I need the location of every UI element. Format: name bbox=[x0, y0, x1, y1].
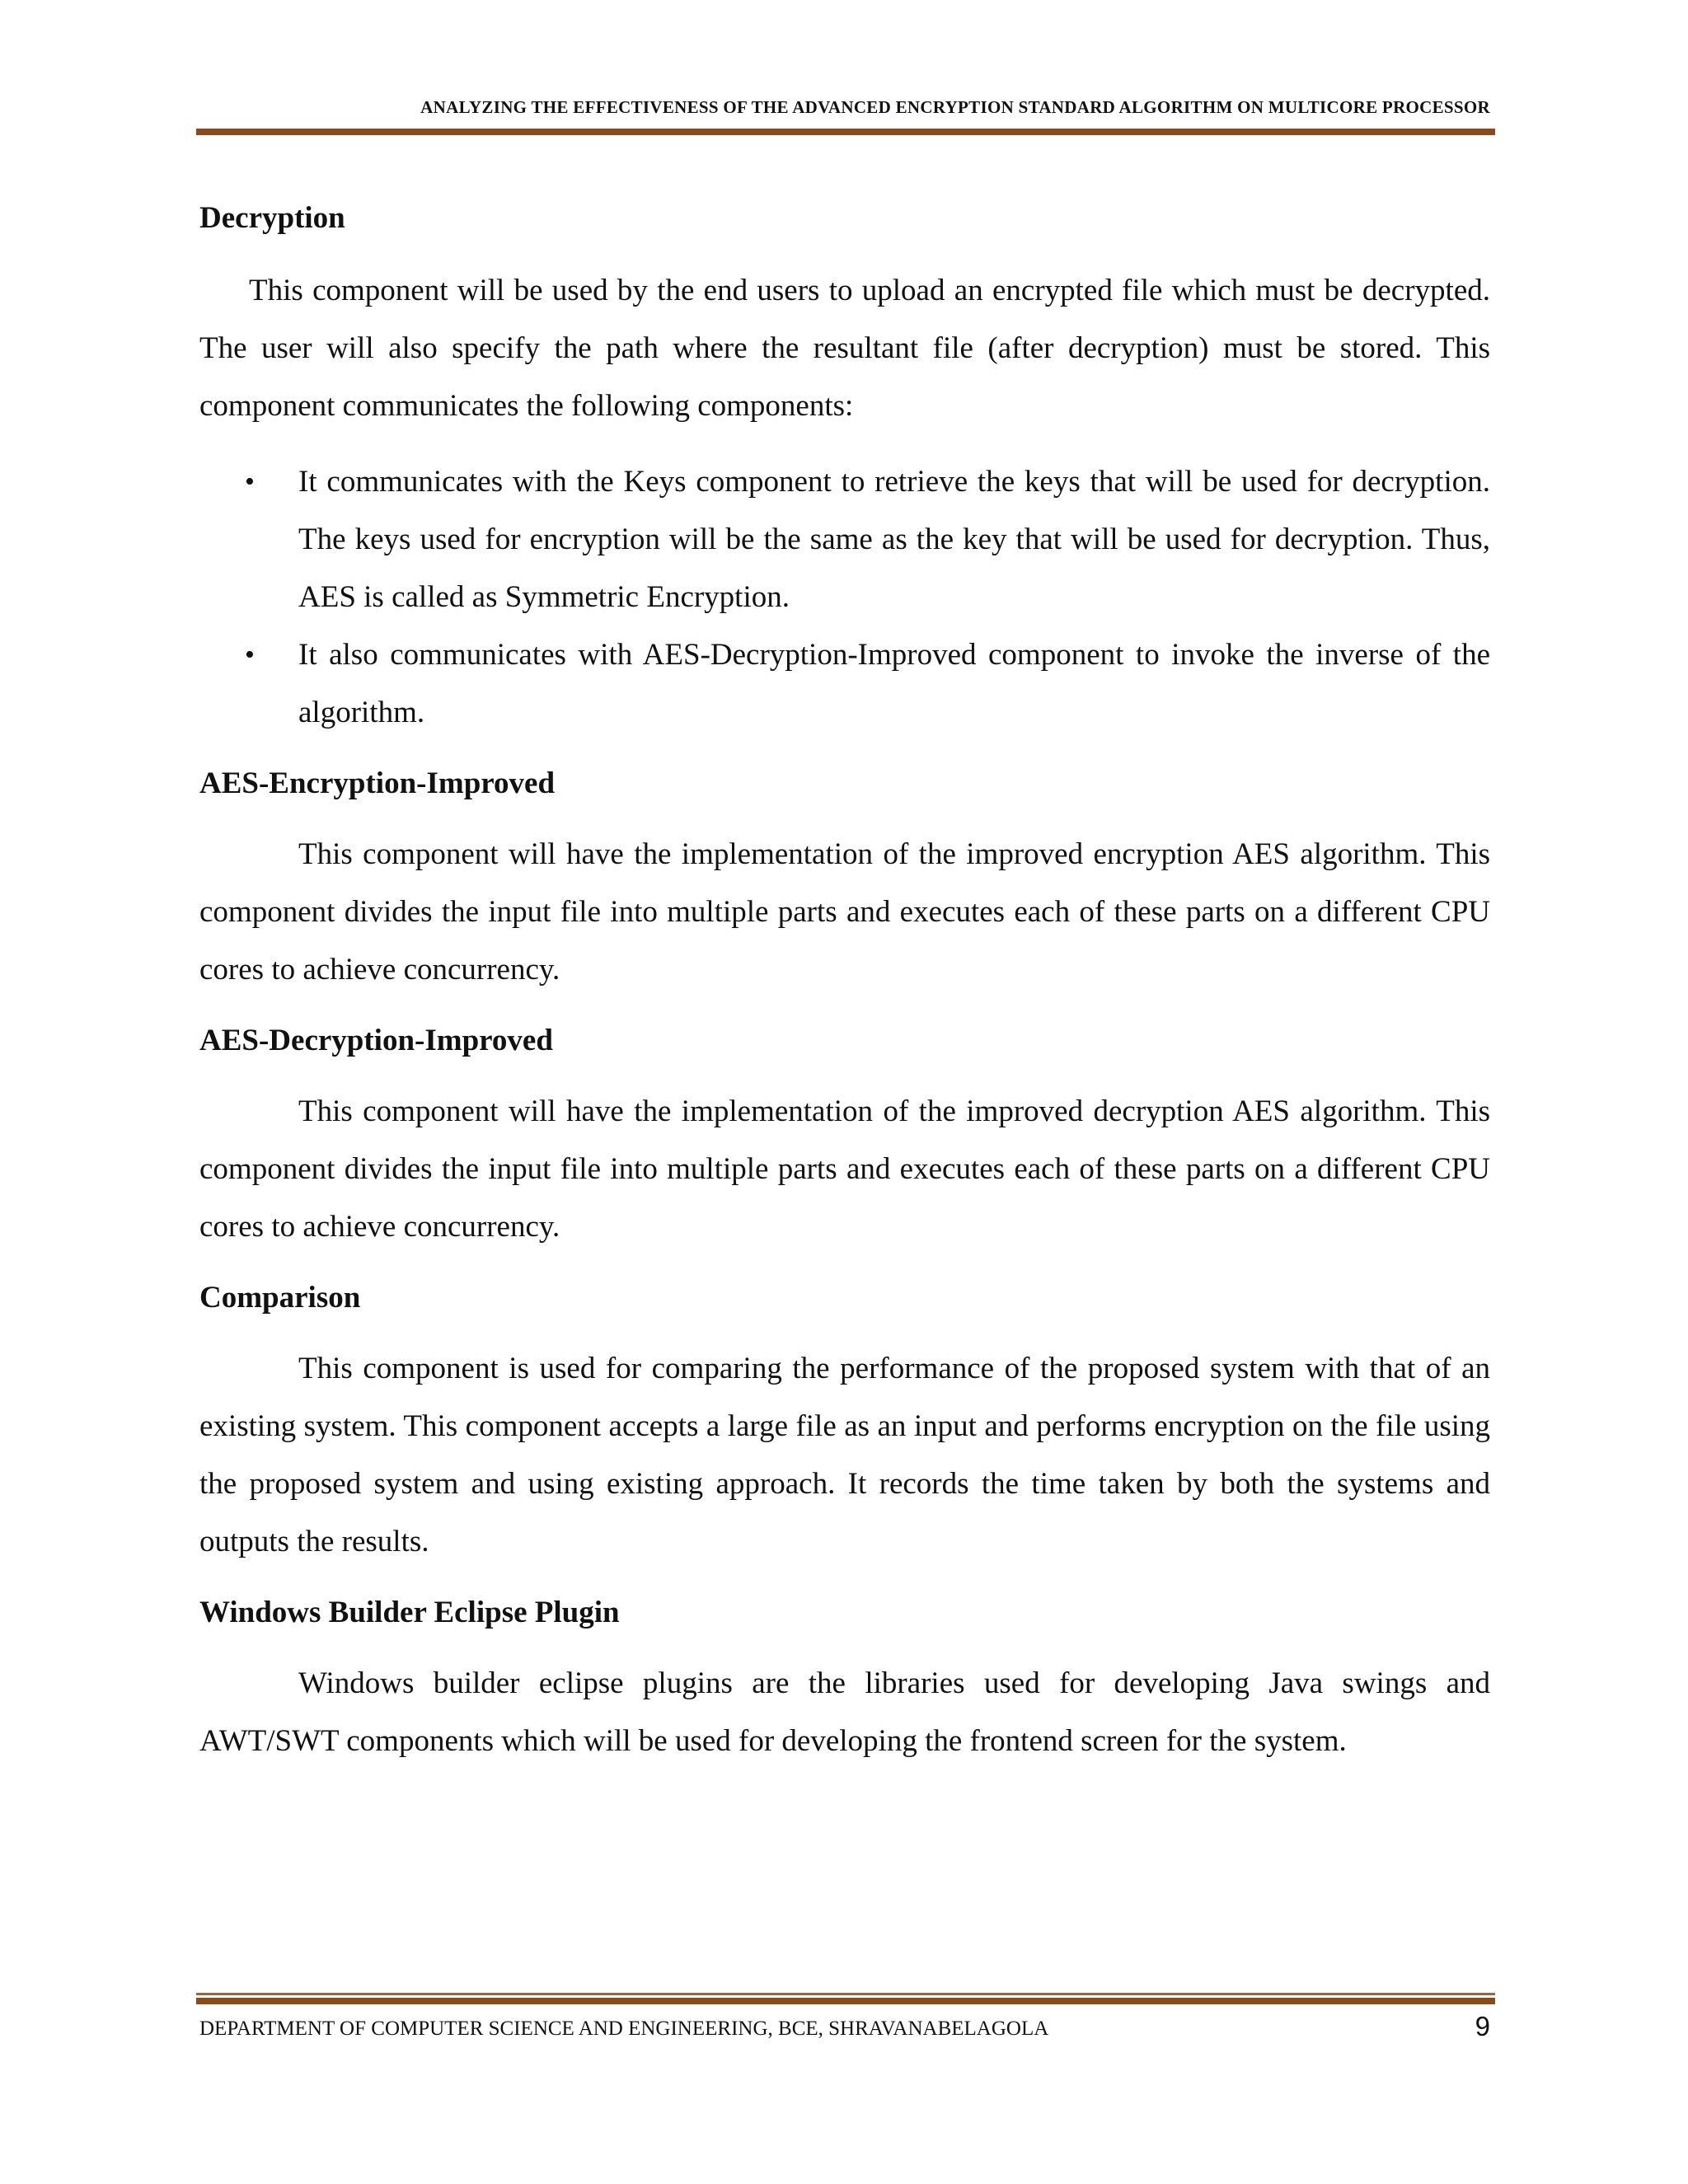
running-header: ANALYZING THE EFFECTIVENESS OF THE ADVANCED ENCRYPTION STANDARD ALGORITHM ON MULTICORE PROCESSOR bbox=[420, 97, 1490, 117]
comparison-paragraph: This component is used for comparing the performance of the proposed system with that of an existing system. This component accepts a large file as an input and performs encryption on the file using the proposed system and using existing approach. It records the time taken by both the systems and outputs the results. bbox=[199, 1352, 1490, 1558]
section-heading-aes-decryption: AES-Decryption-Improved bbox=[199, 1024, 553, 1057]
footer-rule-top bbox=[196, 1993, 1495, 1995]
page-number: 9 bbox=[1475, 2011, 1490, 2041]
decryption-bullet-list bbox=[199, 453, 1490, 742]
aes-encryption-paragraph: This component will have the implementation of the improved encryption AES algorithm. This component divides the input file into multiple parts and executes each of these parts on a different CPU cores to achieve concurrency. bbox=[199, 837, 1490, 987]
list-item bbox=[199, 453, 1490, 626]
decryption-paragraph: This component will be used by the end users to upload an encrypted file which must be decrypted. The user will also specify the path where the resultant file (after decryption) must be stored. This component communicates the following components: bbox=[199, 274, 1490, 423]
aes-decryption-paragraph: This component will have the implementation of the improved decryption AES algorithm. This component divides the input file into multiple parts and executes each of these parts on a different CPU cores to achieve concurrency. bbox=[199, 1094, 1490, 1244]
windows-builder-paragraph: Windows builder eclipse plugins are the libraries used for developing Java swings and AWT/SWT components which will be used for developing the frontend screen for the system. bbox=[199, 1666, 1490, 1758]
footer-department: DEPARTMENT OF COMPUTER SCIENCE AND ENGINEERING, BCE, SHRAVANABELAGOLA bbox=[199, 2018, 1049, 2040]
list-item bbox=[199, 626, 1490, 742]
bullet-text: It communicates with the Keys component to retrieve the keys that will be used for decryption. The keys used for encryption will be the same as the key that will be used for decryption. Thus, AES is called as Symmetric Encryption. bbox=[298, 465, 1490, 614]
page-body bbox=[199, 190, 1490, 1770]
bullet-text: It also communicates with AES-Decryption-Improved component to invoke the inverse of the algorithm. bbox=[298, 638, 1490, 729]
section-heading-comparison: Comparison bbox=[199, 1281, 361, 1315]
section-heading-decryption: Decryption bbox=[199, 201, 345, 235]
header-rule bbox=[196, 129, 1495, 135]
footer-rule bbox=[196, 1998, 1495, 2004]
section-heading-aes-encryption: AES-Encryption-Improved bbox=[199, 766, 556, 800]
bullet-icon: • bbox=[245, 640, 255, 670]
section-heading-windows-builder: Windows Builder Eclipse Plugin bbox=[199, 1596, 620, 1629]
bullet-icon: • bbox=[245, 466, 255, 497]
